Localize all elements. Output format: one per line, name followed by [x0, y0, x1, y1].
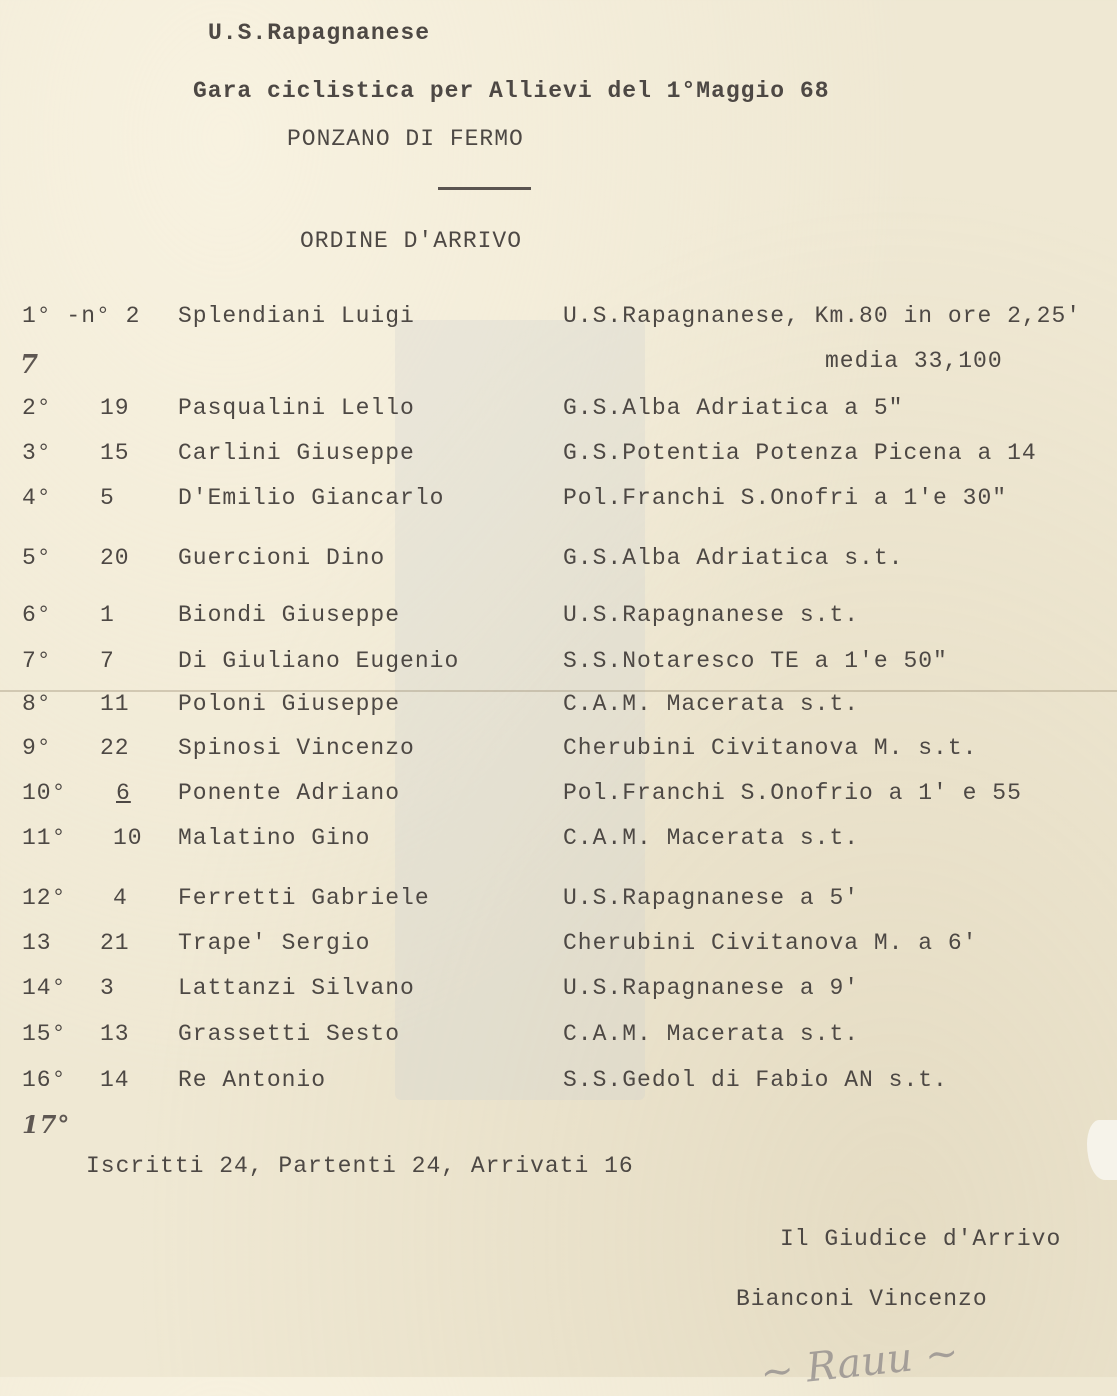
result-team: G.S.Potentia Potenza Picena a 14: [563, 440, 1037, 466]
result-team: G.S.Alba Adriatica s.t.: [563, 545, 904, 571]
result-team: U.S.Rapagnanese s.t.: [563, 602, 860, 628]
result-number: 22: [100, 735, 130, 761]
result-rider: Grassetti Sesto: [178, 1021, 401, 1047]
result-number: 10: [113, 825, 143, 851]
result-rider: Carlini Giuseppe: [178, 440, 415, 466]
result-rider: Spinosi Vincenzo: [178, 735, 415, 761]
result-position: 14°: [22, 975, 67, 1001]
result-rider: Di Giuliano Eugenio: [178, 648, 460, 674]
result-position: 6°: [22, 602, 52, 628]
result-team: Cherubini Civitanova M. s.t.: [563, 735, 978, 761]
result-rider: Re Antonio: [178, 1067, 327, 1093]
result-position: 17°: [22, 1110, 71, 1139]
result-team: S.S.Gedol di Fabio AN s.t.: [563, 1067, 948, 1093]
result-number: 13: [100, 1021, 130, 1047]
result-number: 5: [100, 485, 115, 511]
result-position: 16°: [22, 1067, 67, 1093]
result-number: 20: [100, 545, 130, 571]
result-team: U.S.Rapagnanese, Km.80 in ore 2,25': [563, 303, 1082, 329]
race-title: Gara ciclistica per Allievi del 1°Maggio 68: [193, 78, 830, 104]
result-position: 2°: [22, 395, 52, 421]
result-rider: Ponente Adriano: [178, 780, 401, 806]
result-rider: Guercioni Dino: [178, 545, 386, 571]
result-team: Pol.Franchi S.Onofrio a 1' e 55: [563, 780, 1022, 806]
result-number: 14: [100, 1067, 130, 1093]
result-position: 3°: [22, 440, 52, 466]
result-team: C.A.M. Macerata s.t.: [563, 691, 860, 717]
result-rider: Malatino Gino: [178, 825, 371, 851]
result-number: 15: [100, 440, 130, 466]
result-number: 1: [100, 602, 115, 628]
result-rider: Ferretti Gabriele: [178, 885, 430, 911]
paper-tear: [1087, 1120, 1117, 1180]
result-team: Pol.Franchi S.Onofri a 1'e 30": [563, 485, 1008, 511]
judge-title: Il Giudice d'Arrivo: [780, 1226, 1062, 1252]
judge-name: Bianconi Vincenzo: [736, 1286, 988, 1312]
result-rider: Splendiani Luigi: [178, 303, 415, 329]
result-rider: D'Emilio Giancarlo: [178, 485, 445, 511]
judge-signature: ~ Rauu ~: [758, 1329, 961, 1396]
result-team: S.S.Notaresco TE a 1'e 50": [563, 648, 948, 674]
result-position: 12°: [22, 885, 67, 911]
paper-fold: [0, 690, 1117, 692]
result-team: U.S.Rapagnanese a 5': [563, 885, 860, 911]
result-team: G.S.Alba Adriatica a 5": [563, 395, 904, 421]
result-rider: Biondi Giuseppe: [178, 602, 401, 628]
result-position: 9°: [22, 735, 52, 761]
result-number: 7: [100, 648, 115, 674]
handwritten-mark: 7: [20, 350, 40, 380]
result-team: C.A.M. Macerata s.t.: [563, 825, 860, 851]
result-number: 11: [100, 691, 130, 717]
race-summary: Iscritti 24, Partenti 24, Arrivati 16: [86, 1153, 634, 1179]
title-underline: [438, 187, 531, 190]
result-position: 13: [22, 930, 52, 956]
result-number: 3: [100, 975, 115, 1001]
result-position: 15°: [22, 1021, 67, 1047]
race-location: PONZANO DI FERMO: [287, 126, 524, 152]
result-number: 6: [116, 780, 131, 806]
result-rider: Pasqualini Lello: [178, 395, 415, 421]
result-number: 21: [100, 930, 130, 956]
result-position: 8°: [22, 691, 52, 717]
result-team: Cherubini Civitanova M. a 6': [563, 930, 978, 956]
result-position: 5°: [22, 545, 52, 571]
result-position: 4°: [22, 485, 52, 511]
result-team: U.S.Rapagnanese a 9': [563, 975, 860, 1001]
result-position: 11°: [22, 825, 67, 851]
result-rider: Poloni Giuseppe: [178, 691, 401, 717]
club-name: U.S.Rapagnanese: [208, 20, 431, 46]
average-speed: media 33,100: [825, 348, 1003, 374]
result-number: 19: [100, 395, 130, 421]
result-number: 4: [113, 885, 128, 911]
result-position: 1° -n° 2: [22, 303, 141, 329]
result-position: 10°: [22, 780, 67, 806]
result-team: C.A.M. Macerata s.t.: [563, 1021, 860, 1047]
section-title: ORDINE D'ARRIVO: [300, 228, 523, 254]
result-position: 7°: [22, 648, 52, 674]
result-rider: Lattanzi Silvano: [178, 975, 415, 1001]
result-rider: Trape' Sergio: [178, 930, 371, 956]
